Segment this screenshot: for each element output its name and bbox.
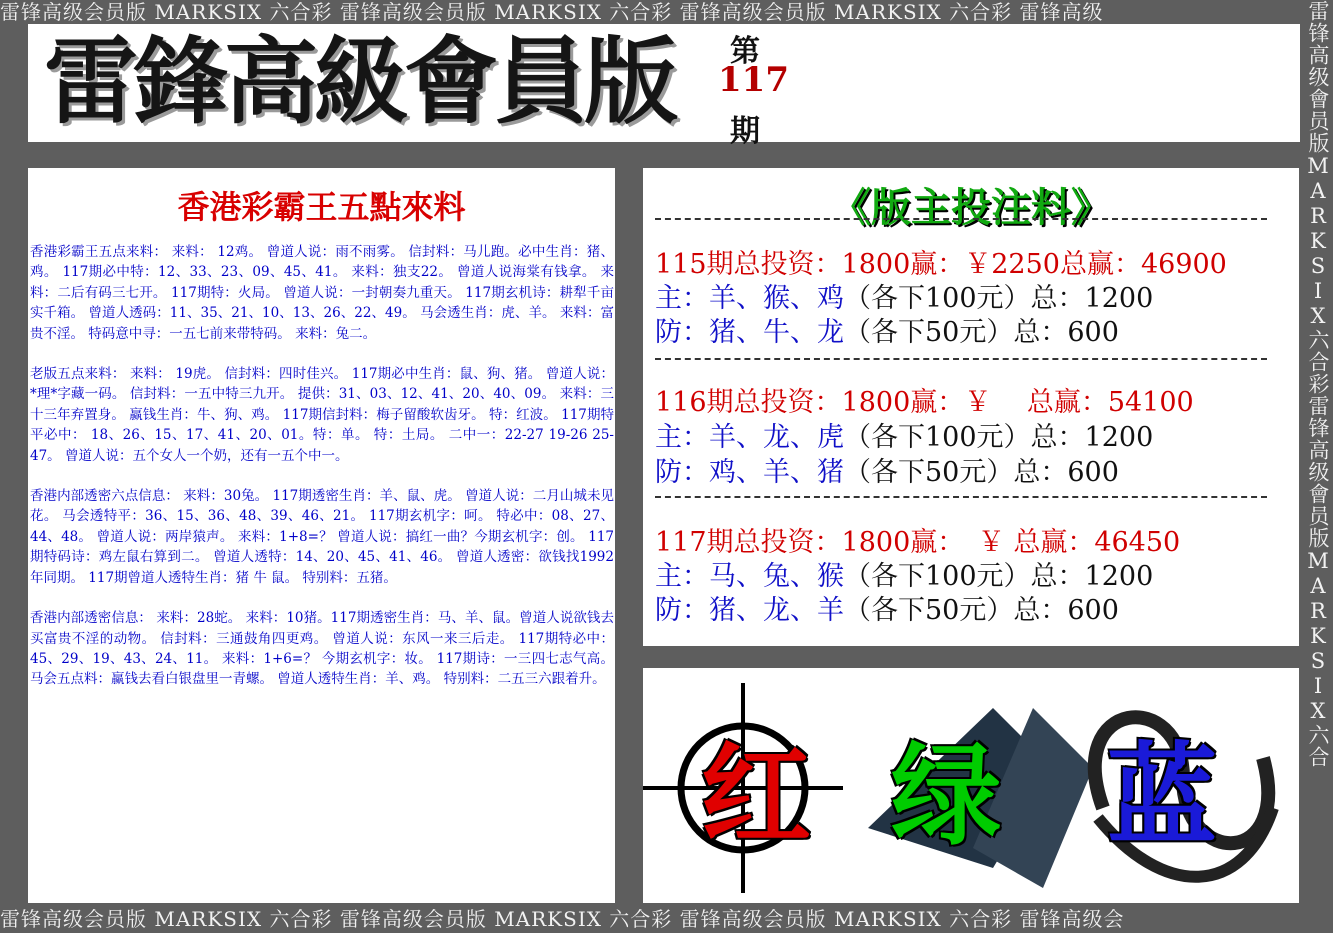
divider	[655, 496, 1267, 498]
divider	[655, 218, 1267, 220]
main-picks: 主：羊、龙、虎	[655, 422, 844, 453]
bet-block-header: 117期总投资：1800赢： ￥ 总赢：46450	[655, 527, 1181, 558]
bet-main-line	[655, 415, 1153, 454]
main-note: （各下100元）总：1200	[844, 561, 1154, 592]
red-character: 红	[701, 732, 811, 860]
info-paragraph: 香港彩霸王五点来料： 来料： 12鸡。 曾道人说：雨不雨雾。 信封料：马儿跑。必中生肖：猪、鸡。 117期必中特：12、33、23、09、45、41。 来料：独支22。 曾道人说海棠有钱拿。 来料：二后有码三七开。 117期特：火局。 曾道人说：一封朝奏九重天。 117期玄机诗：耕犁千亩实千箱。 曾道人透码：11、35、21、10、13、26、22、49。 马会透生肖：虎、羊。 来料：富贵不淫。 特码意中寻：一五七前来带特码。 来料：兔二。	[30, 244, 614, 342]
defense-note: （各下50元）总：600	[844, 317, 1119, 348]
bottom-watermark-strip: 雷锋高级会员版 MARKSIX 六合彩 雷锋高级会员版 MARKSIX 六合彩 雷锋高级会员版 MARKSIX 六合彩 雷锋高级会	[0, 907, 1125, 931]
main-picks: 主：马、兔、猴	[655, 561, 844, 592]
bet-defense-line	[655, 450, 1119, 489]
right-watermark-strip: 雷锋高级會员版MARKSIX六合彩雷锋高级會员版MARKSIX六合	[1306, 0, 1330, 768]
defense-picks: 防：鸡、羊、猪	[655, 457, 844, 488]
defense-picks: 防：猪、龙、羊	[655, 595, 844, 626]
main-note: （各下100元）总：1200	[844, 422, 1154, 453]
left-panel-title: 香港彩霸王五點來料	[177, 188, 466, 226]
defense-note: （各下50元）总：600	[844, 595, 1119, 626]
defense-picks: 防：猪、牛、龙	[655, 317, 844, 348]
bet-block-header: 116期总投资：1800赢：￥ 总赢：54100	[655, 387, 1194, 418]
left-info-panel	[28, 168, 615, 903]
bet-defense-line	[655, 310, 1119, 349]
issue-suffix: 期	[730, 114, 760, 149]
defense-note: （各下50元）总：600	[844, 457, 1119, 488]
blue-character: 蓝	[1107, 732, 1217, 860]
bet-panel-title: 《版主投注料》	[831, 184, 1111, 231]
left-panel-body	[30, 242, 614, 710]
info-paragraph: 香港内部透密六点信息： 来料：30兔。 117期透密生肖：羊、鼠、虎。 曾道人说：二月山城未见花。 马会透特平：36、15、36、48、39、46、21。 117期玄机字：呵。 特必中：08、27、44、48。 曾道人说：两岸猿声。 来料：1+8=？ 曾道人说：搞红一曲？今期玄机字：创。 117期特码诗：鸡左鼠右算到二。 曾道人透特：14、20、45、41、46。 曾道人透密：欲钱找1992年同期。 117期曾道人透特生肖：猪 牛 鼠。 特别料：五猪。	[30, 488, 614, 586]
green-character: 绿	[891, 732, 1001, 860]
main-picks: 主：羊、猴、鸡	[655, 283, 844, 314]
main-note: （各下100元）总：1200	[844, 283, 1154, 314]
divider	[655, 358, 1267, 360]
header-panel	[28, 24, 1300, 149]
color-logo-panel	[643, 668, 1299, 903]
bet-panel	[643, 168, 1299, 646]
bet-defense-line	[655, 588, 1119, 627]
site-title: 雷鋒高級會員版	[44, 28, 675, 137]
info-paragraph: 老版五点来料： 来料： 19虎。 信封料：四时佳兴。 117期必中生肖：鼠、狗、猪。 曾道人说：*理*字藏一码。 信封料：一五中特三九开。 提供：31、03、12、41、20、40、09。 来料：三十三年弃置身。 赢钱生肖：牛、狗、鸡。 117期信封料：梅子留酸软齿牙。 特：红波。 117期特平必中： 18、26、15、17、41、20、01。特：单。 特：土局。 二中一：22-27 19-26 25-47。 曾道人说：五个女人一个奶，还有一五个中一。	[30, 366, 614, 464]
issue-prefix: 第	[730, 34, 760, 69]
issue-number: 117	[718, 60, 789, 100]
info-paragraph: 香港内部透密信息： 来料：28蛇。 来料：10猪。117期透密生肖：马、羊、鼠。曾道人说欲钱去买富贵不淫的动物。 信封料：三通鼓角四更鸡。 曾道人说：东风一来三后走。 117期特必中：45、29、19、43、24、11。 来料：1+6=？ 今期玄机字：妆。 117期诗：一三四七志气高。 马会五点料：赢钱去看白银盘里一青螺。 曾道人透特生肖：羊、鸡。 特别料：二五三六跟着升。	[30, 610, 614, 688]
top-watermark-strip: 雷锋高级会员版 MARKSIX 六合彩 雷锋高级会员版 MARKSIX 六合彩 雷锋高级会员版 MARKSIX 六合彩 雷锋高级	[0, 0, 1104, 24]
bet-block-header: 115期总投资：1800赢：￥2250总赢：46900	[655, 249, 1227, 280]
